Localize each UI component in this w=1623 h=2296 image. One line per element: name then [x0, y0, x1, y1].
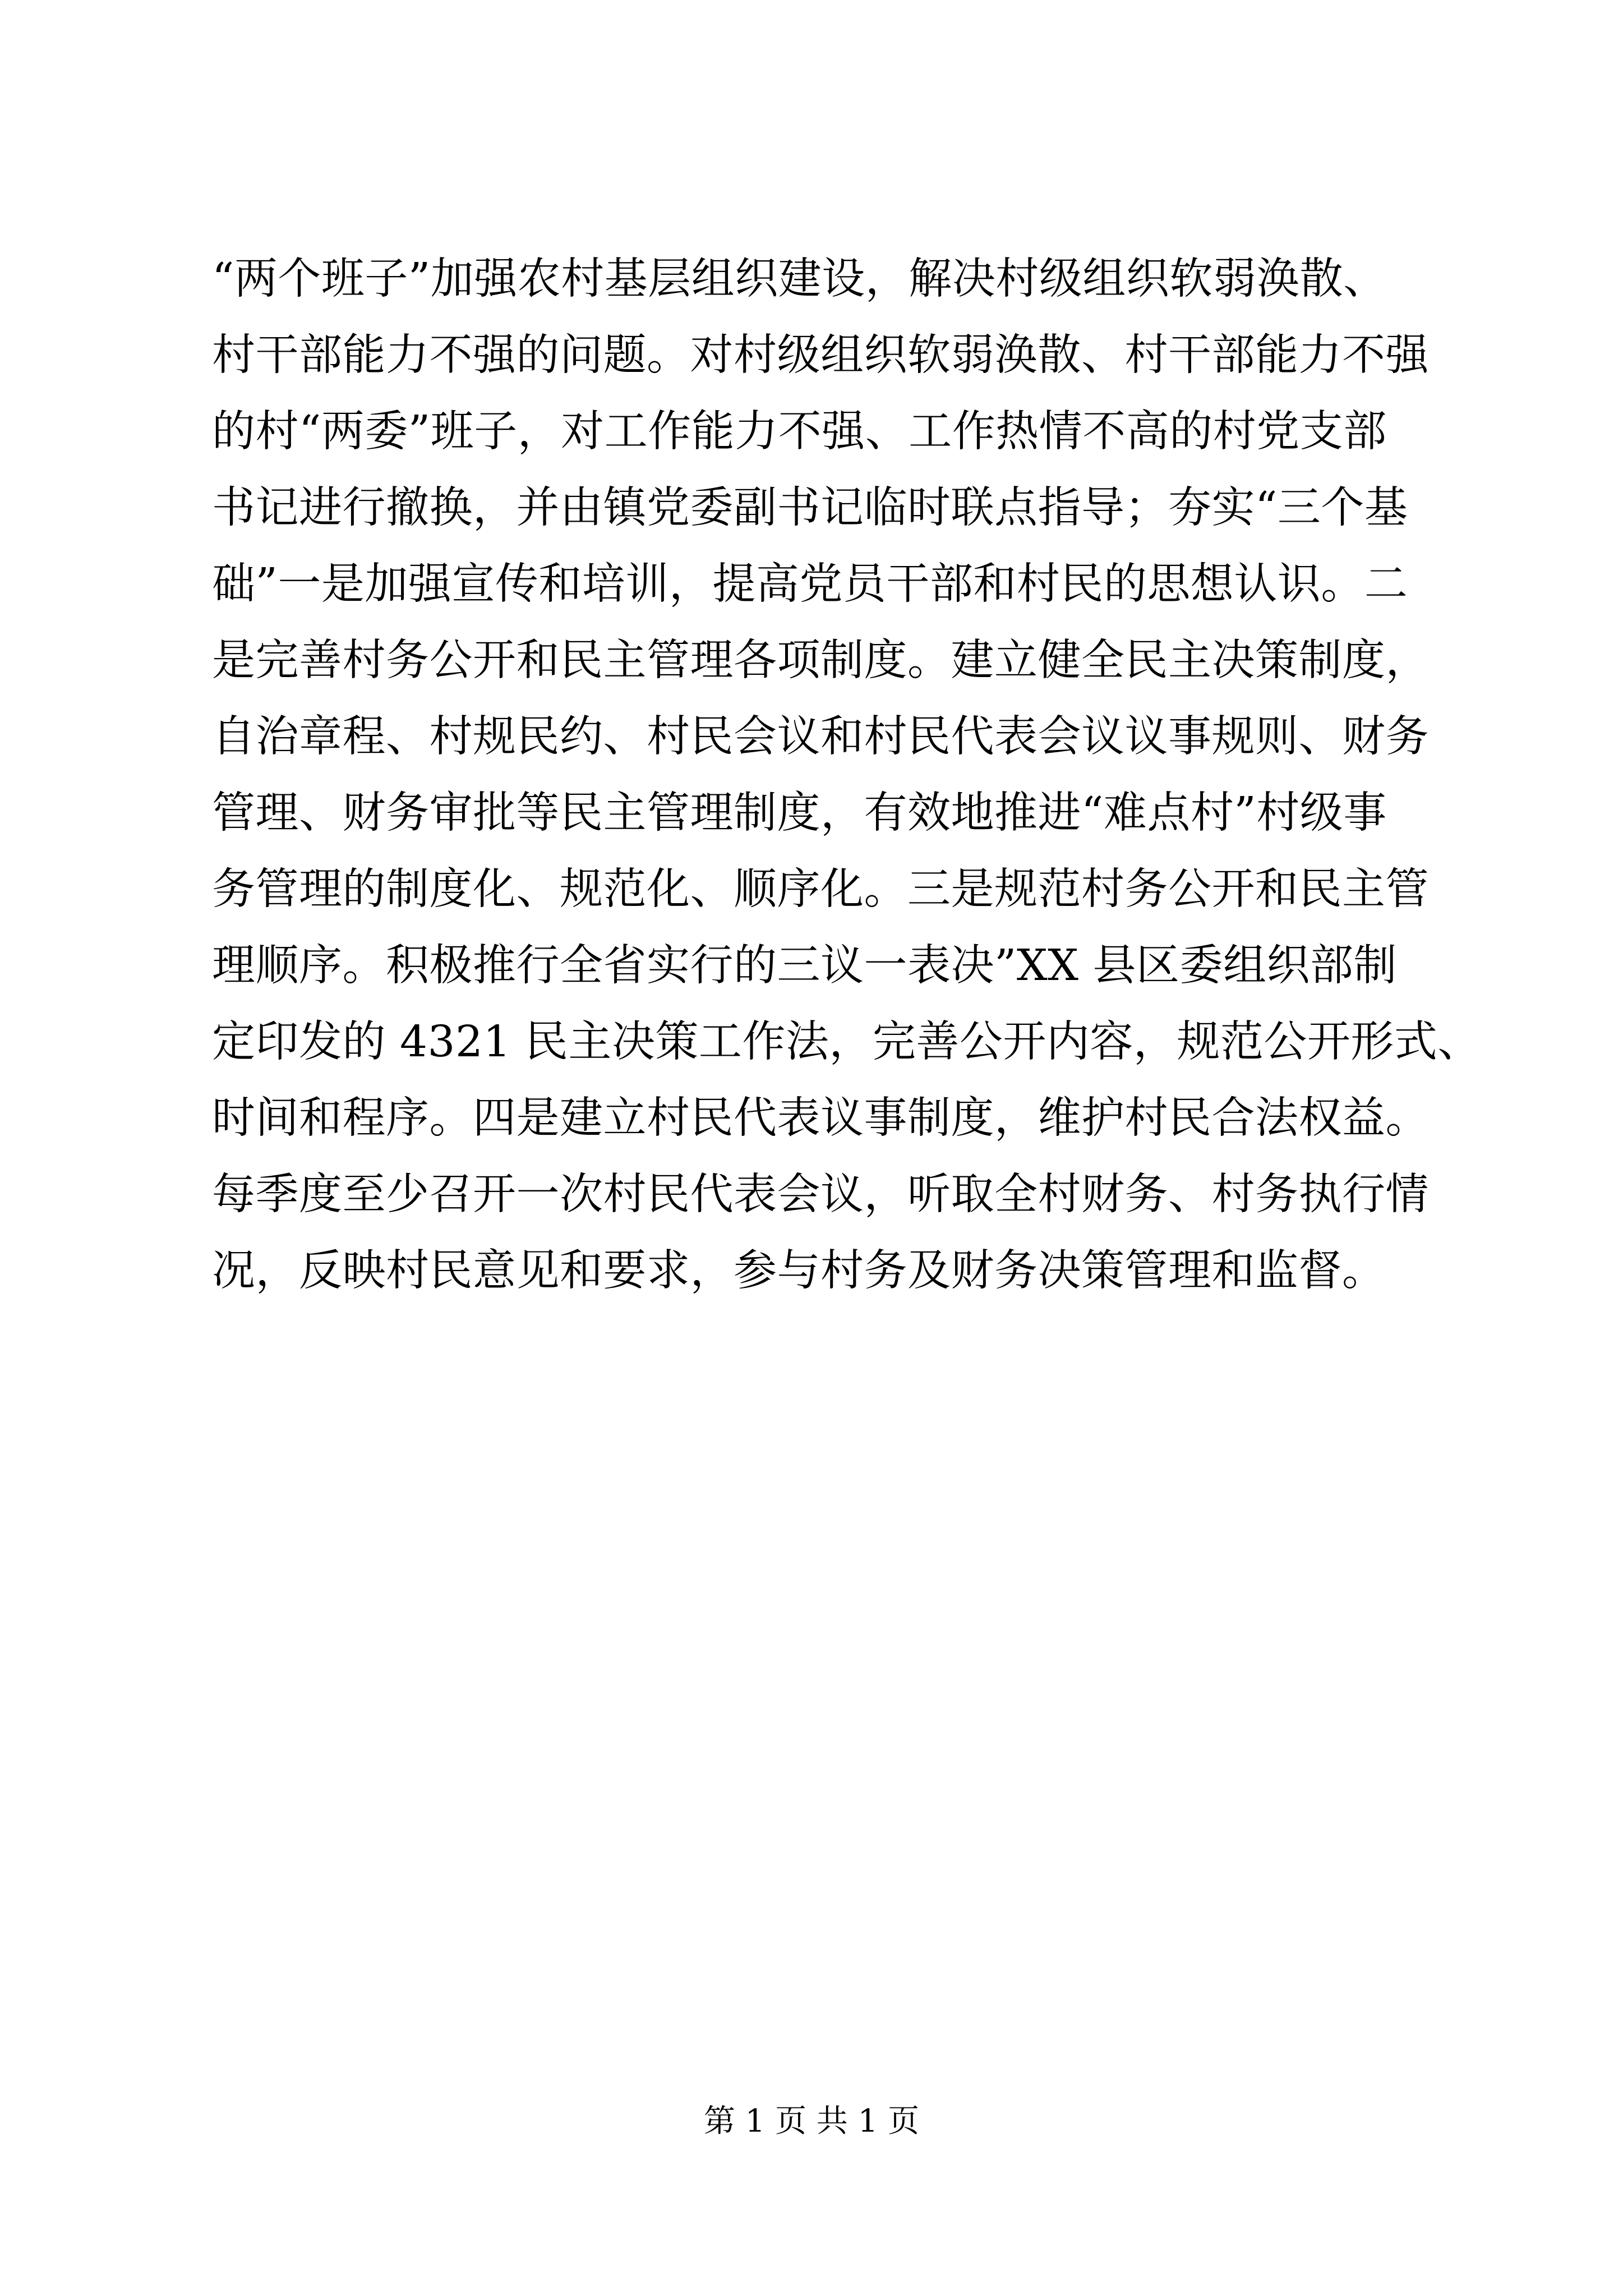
text-line-4: 书记进行撤换，并由镇党委副书记临时联点指导；夯实“三个基 [212, 483, 1408, 533]
text-line-13: 每季度至少召开一次村民代表会议，听取全村财务、村务执行情 [212, 1170, 1429, 1220]
text-line-7: 自治章程、村规民约、村民会议和村民代表会议议事规则、财务 [212, 712, 1429, 762]
page-number-footer: 第 1 页 共 1 页 [703, 2103, 920, 2139]
text-line-9: 务管理的制度化、规范化、顺序化。三是规范村务公开和民主管 [212, 864, 1429, 914]
text-line-6: 是完善村务公开和民主管理各项制度。建立健全民主决策制度， [212, 636, 1429, 685]
body-paragraph [212, 241, 1481, 1309]
text-line-8: 管理、财务审批等民主管理制度，有效地推进“难点村”村级事 [212, 788, 1387, 838]
text-line-1: “两个班子”加强农村基层组织建设，解决村级组织软弱涣散、 [212, 254, 1387, 304]
text-line-12: 时间和程序。四是建立村民代表议事制度，维护村民合法权益。 [212, 1093, 1429, 1143]
text-line-10: 理顺序。积极推行全省实行的三议一表决”XX 县区委组织部制 [212, 941, 1397, 991]
text-line-2: 村干部能力不强的问题。对村级组织软弱涣散、村干部能力不强 [212, 330, 1429, 380]
text-line-11: 定印发的 4321 民主决策工作法，完善公开内容，规范公开形式、 [212, 1017, 1481, 1067]
text-line-3: 的村“两委”班子，对工作能力不强、工作热情不高的村党支部 [212, 407, 1387, 457]
text-line-14: 况，反映村民意见和要求，参与村务及财务决策管理和监督。 [212, 1246, 1386, 1296]
text-line-5: 础”一是加强宣传和培训，提高党员干部和村民的思想认识。二 [212, 559, 1408, 609]
